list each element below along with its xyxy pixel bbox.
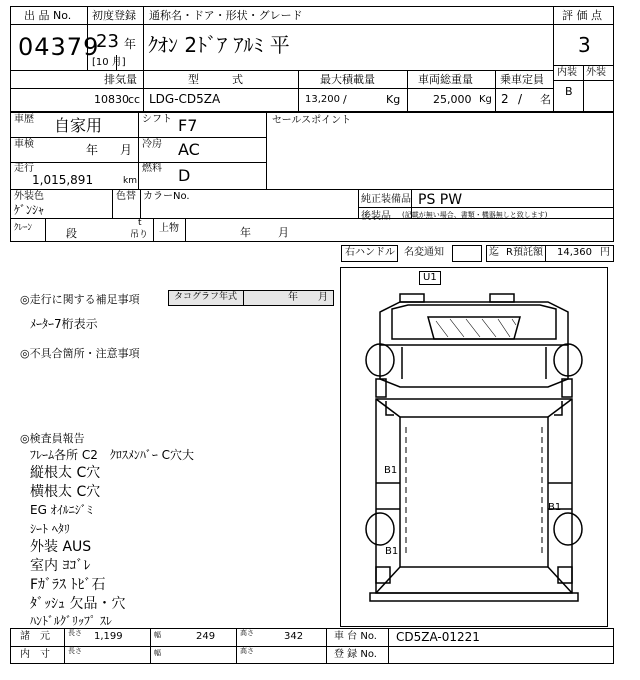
upper-body-year: 年: [240, 226, 251, 239]
registration-month: [10 月]: [92, 57, 126, 68]
type-code: LDG-CD5ZA: [149, 92, 221, 106]
supplement-text: ﾒｰﾀｰ7桁表示: [30, 317, 98, 331]
payload-label: 最大積載量: [320, 73, 375, 86]
interior-dimensions-label: 内 寸: [20, 649, 50, 660]
capacity-unit: 名: [540, 93, 551, 106]
payload-unit: Kg: [386, 93, 401, 106]
report-line: 横根太 C穴: [30, 484, 101, 500]
exterior-grade-label: 外装: [586, 67, 606, 78]
steering-value: 右ハンドル: [345, 247, 395, 258]
defect-title: ◎不具合箇所・注意事項: [20, 347, 140, 360]
report-line: ﾀﾞｯｼｭ 欠品・穴: [30, 596, 126, 612]
inspector-report-title: ◎検査員報告: [20, 432, 85, 445]
mileage-unit: km: [123, 176, 137, 186]
chassis-value: CD5ZA-01221: [396, 630, 480, 644]
width-label: 幅: [154, 631, 161, 639]
width-value: 249: [196, 631, 216, 642]
height-value: 342: [284, 631, 304, 642]
capacity-separator: /: [518, 92, 523, 106]
upper-body-label: 上物: [159, 223, 179, 234]
payload-slash: /: [343, 93, 347, 106]
registration-no-label: 登 録 No.: [334, 649, 377, 660]
report-line: 外装 AUS: [30, 539, 92, 555]
capacity-value: 2: [501, 92, 509, 106]
payload-value: 13,200: [305, 94, 340, 105]
displacement-value: 10830: [94, 93, 129, 106]
inspection-year: 年: [86, 143, 99, 157]
registration-year: 23: [96, 31, 119, 52]
length-label: 長さ: [68, 629, 82, 637]
gross-weight-label: 車両総重量: [418, 73, 473, 86]
report-line: ﾊﾝﾄﾞﾙｸﾞﾘｯﾌﾟ ｽﾚ: [30, 614, 112, 628]
first-registration-label: 初度登録: [92, 9, 136, 22]
shift-label: シフト: [142, 114, 172, 125]
aircon-label: 冷房: [142, 139, 162, 150]
gross-weight-unit: Kg: [479, 94, 492, 105]
inspection-month: 月: [120, 143, 133, 157]
driving-supplement-title: ◎走行に関する補足事項: [20, 293, 140, 306]
gross-weight-value: 25,000: [433, 93, 472, 106]
inspection-label: 車検: [14, 139, 34, 150]
interior-length-label: 長さ: [68, 647, 82, 655]
report-line: ｼｰﾄ ﾍﾀﾘ: [30, 522, 70, 536]
color-code-label: カラーNo.: [143, 191, 190, 202]
name-change-label: 名変通知: [404, 247, 444, 258]
mileage-label: 走行: [14, 163, 34, 174]
model-name: ｸｵﾝ 2ﾄﾞｱ ｱﾙﾐ 平: [148, 33, 290, 57]
capacity-label: 乗車定員: [500, 73, 544, 86]
recycle-unit: 円: [600, 247, 610, 258]
report-line: 縦根太 C穴: [30, 465, 101, 481]
report-line: 室内 ﾖｺﾞﾚ: [30, 558, 91, 574]
name-change-box: [452, 245, 482, 262]
height-label: 高さ: [240, 629, 254, 637]
damage-code-b1-left-lower: B1: [385, 546, 399, 557]
score-value: 3: [578, 33, 591, 57]
mileage-value: 1,015,891: [32, 173, 94, 187]
standard-equipment-value: PS PW: [418, 192, 463, 208]
shift-value: F7: [178, 116, 198, 135]
standard-equipment-label: 純正装備品: [361, 194, 411, 205]
exterior-color-label: 外装色: [14, 191, 44, 202]
displacement-unit: cc: [128, 93, 141, 106]
interior-width-label: 幅: [154, 649, 161, 657]
aftermarket-label: 後装品: [361, 211, 391, 222]
truck-diagram: [340, 267, 608, 627]
damage-code-u1: U1: [423, 272, 437, 283]
lot-number: 04379: [18, 33, 100, 61]
history-value: 自家用: [54, 116, 103, 135]
tachograph-label: タコグラフ年式: [174, 292, 238, 302]
exterior-color-value: ｹﾞﾝｼｬ: [14, 203, 45, 217]
length-value: 1,199: [94, 631, 123, 642]
aircon-value: AC: [178, 140, 200, 159]
recycle-value: 14,360: [557, 247, 592, 258]
chassis-label: 車 台 No.: [334, 631, 377, 642]
spec-label: 諸 元: [20, 631, 50, 642]
crane-lift-label: 吊り: [130, 230, 149, 240]
interior-height-label: 高さ: [240, 647, 254, 655]
fuel-value: D: [178, 166, 191, 185]
crane-ton-unit: t: [138, 218, 142, 228]
report-line: Fｶﾞﾗｽ ﾄﾋﾞ石: [30, 577, 106, 593]
crane-stage-unit: 段: [66, 227, 77, 240]
upper-body-month: 月: [278, 226, 289, 239]
type-label: 型 式: [188, 73, 243, 86]
score-label: 評 価 点: [562, 9, 602, 22]
model-grade-label: 通称名・ドア・形状・グレード: [149, 9, 303, 22]
displacement-label: 排気量: [104, 73, 137, 86]
lot-label: 出 品 No.: [24, 9, 72, 22]
crane-label: ｸﾚｰﾝ: [14, 223, 33, 233]
sales-point-label: セールスポイント: [272, 115, 352, 126]
aftermarket-note: (記載が無い場合、書類・機器無しと致します): [402, 211, 548, 219]
damage-code-b1-left: B1: [384, 465, 398, 476]
history-label: 車歴: [14, 114, 34, 125]
color-change-label: 色替: [116, 191, 136, 202]
damage-code-b1-right: B1: [548, 502, 562, 513]
report-line: EG ｵｲﾙﾆｼﾞﾐ: [30, 503, 93, 517]
tachograph-year: 年: [288, 292, 298, 303]
report-line: ﾌﾚｰﾑ各所 C2 ｸﾛｽﾒﾝﾊﾞｰ C穴大: [30, 448, 195, 462]
fuel-label: 燃料: [142, 163, 162, 174]
tax-until-label: 迄: [489, 247, 499, 258]
recycle-label: R預託額: [506, 247, 543, 258]
registration-year-unit: 年: [124, 37, 137, 51]
interior-grade-value: B: [565, 85, 573, 98]
tachograph-month: 月: [318, 292, 328, 303]
interior-grade-label: 内装: [557, 67, 577, 78]
